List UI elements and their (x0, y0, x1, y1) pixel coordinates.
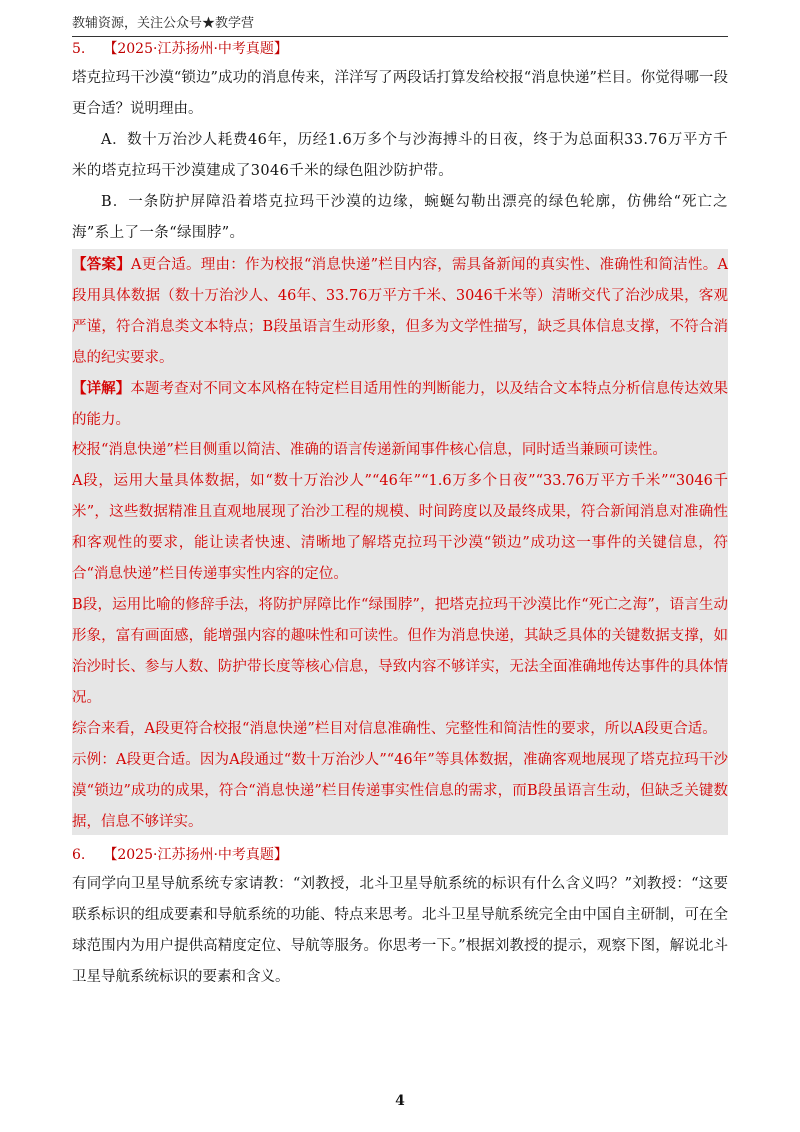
q6-heading (72, 845, 288, 865)
q5-source: 【2025·江苏扬州·中考真题】 (103, 41, 288, 57)
q5-detail (72, 373, 728, 436)
q5-option-a: A．数十万治沙人耗费46年，历经1.6万多个与沙海搏斗的日夜，终于为总面积33.76万平方千米的塔克拉玛干沙漠建成了3046千米的绿色阻沙防护带。 (72, 132, 728, 179)
q5-para1: 校报“消息快递”栏目侧重以简洁、准确的语言传递新闻事件核心信息，同时适当兼顾可读性。 (72, 442, 667, 458)
q5-stem: 塔克拉玛干沙漠“锁边”成功的消息传来，洋洋写了两段话打算发给校报“消息快递”栏目。你觉得哪一段更合适？说明理由。 (72, 70, 728, 117)
answer-text: A更合适。理由：作为校报“消息快递”栏目内容，需具备新闻的真实性、准确性和简洁性。A段用具体数据（数十万治沙人、46年、33.76万平方千米、3046千米等）清晰交代了治沙成果，客观严谨，符合消息类文本特点；B段虽语言生动形象，但多为文学性描写，缺乏具体信息支撑，不符合消息的纪实要求。 (72, 257, 729, 366)
q5-para3: B段，运用比喻的修辞手法，将防护屏障比作“绿围脖”，把塔克拉玛干沙漠比作“死亡之海”，语言生动形象，富有画面感，能增强内容的趣味性和可读性。但作为消息快递，其缺乏具体的关键数据支撑，如治沙时长、参与人数、防护带长度等核心信息，导致内容不够详实，无法全面准确地传达事件的具体情况。 (72, 597, 728, 706)
detail-tag: 【详解】 (72, 380, 131, 397)
q5-para2: A段，运用大量具体数据，如“数十万治沙人”“46年”“1.6万多个日夜”“33.76万平方千米”“3046千米”，这些数据精准且直观地展现了治沙工程的规模、时间跨度以及最终成果，符合新闻消息对准确性和客观性的要求，能让读者快速、清晰地了解塔克拉玛干沙漠“锁边”成功这一事件的关键信息，符合“消息快递”栏目传递事实性内容的定位。 (72, 473, 728, 582)
q6-stem: 有同学向卫星导航系统专家请教：“刘教授，北斗卫星导航系统的标识有什么含义吗？”刘教授：“这要联系标识的组成要素和导航系统的功能、特点来思考。北斗卫星导航系统完全由中国自主研制，可在全球范围内为用户提供高精度定位、导航等服务。你思考一下。”根据刘教授的提示，观察下图，解说北斗卫星导航系统标识的要素和含义。 (72, 876, 728, 985)
header-text: 教辅资源，关注公众号★教学营 (72, 16, 255, 31)
answer-tag: 【答案】 (72, 256, 131, 273)
q5-option-b: B．一条防护屏障沿着塔克拉玛干沙漠的边缘，蜿蜒勾勒出漂亮的绿色轮廓，仿佛给“死亡之海”系上了一条“绿围脖”。 (72, 194, 728, 241)
q5-answer (72, 249, 728, 374)
q6-number: 6. (72, 847, 86, 863)
q5-number: 5. (72, 41, 86, 57)
page-header (72, 14, 728, 37)
q5-para4: 综合来看，A段更符合校报“消息快递”栏目对信息准确性、完整性和简洁性的要求，所以A段更合适。 (72, 721, 717, 737)
detail-text: 本题考查对不同文本风格在特定栏目适用性的判断能力，以及结合文本特点分析信息传达效果的能力。 (72, 381, 729, 428)
q6-source: 【2025·江苏扬州·中考真题】 (103, 847, 288, 863)
page-number: 4 (395, 1093, 405, 1109)
q5-heading (72, 39, 288, 59)
q5-para5: 示例：A段更合适。因为A段通过“数十万治沙人”“46年”等具体数据，准确客观地展现了塔克拉玛干沙漠“锁边”成功的成果，符合“消息快递”栏目传递事实性信息的需求，而B段虽语言生动，但缺乏关键数据，信息不够详实。 (72, 752, 728, 830)
